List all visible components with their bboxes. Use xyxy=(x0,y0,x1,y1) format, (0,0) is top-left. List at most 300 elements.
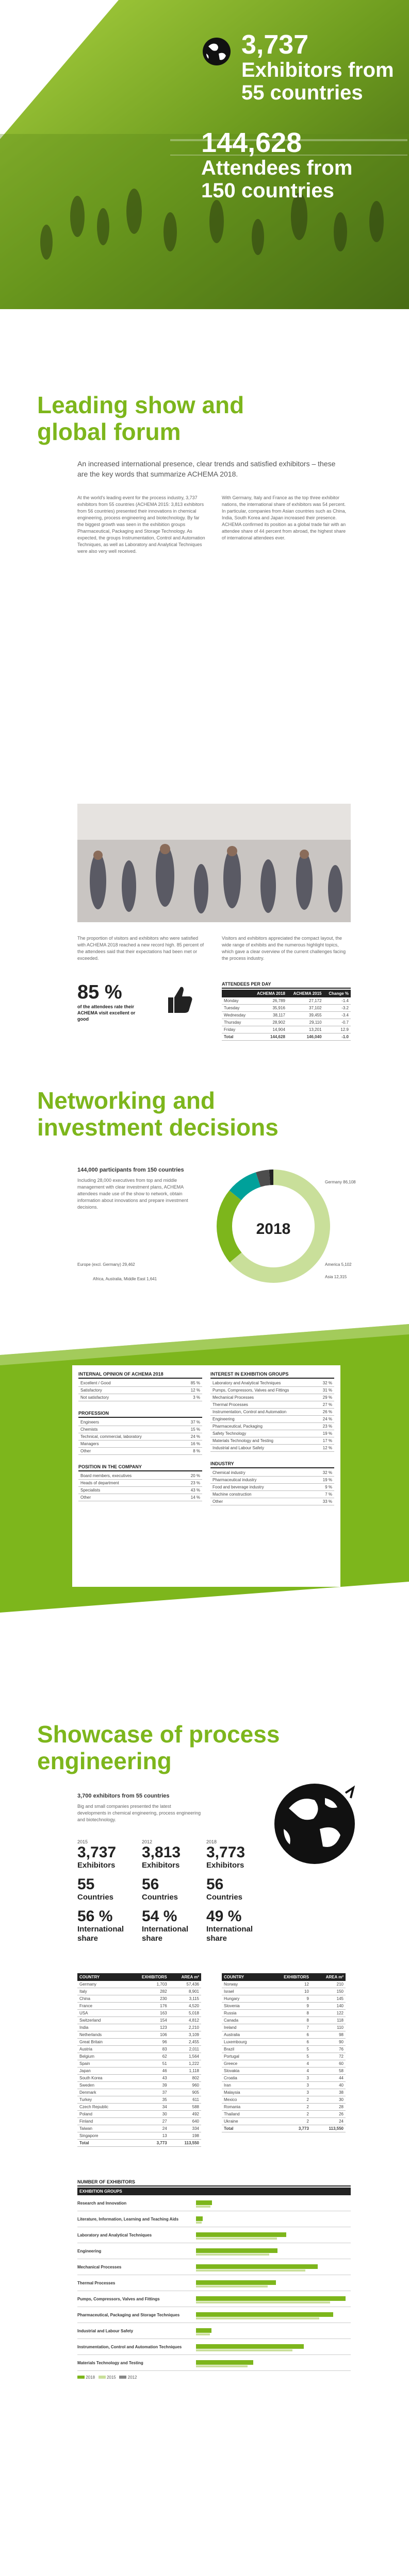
table-cell: 150 xyxy=(311,1988,346,1995)
legend-asia: Asia 12,315 xyxy=(325,1275,347,1279)
table-cell: Austria xyxy=(77,2046,126,2053)
table-cell: 96 xyxy=(126,2039,169,2046)
table-row xyxy=(210,1491,334,1498)
table-cell: 19 % xyxy=(310,1477,334,1484)
showcase-exh: 3,737 xyxy=(77,1844,117,1861)
th: ACHEMA 2015 xyxy=(287,990,324,997)
showcase-year: 2015 xyxy=(77,1839,88,1844)
table-cell: Finland xyxy=(77,2118,126,2125)
legend-other: Africa, Australia, Middle East 1,641 xyxy=(93,1277,157,1281)
leading-col1: At the world's leading event for the process industry, 3,737 exhibitors from 55 countries (ACHEMA 2015: 3,813 exhibitors from 56 countries) presented their innovations in chemical engineering, process engineering and biotechnology. By far the biggest growth was seen in the exhibition groups Pharmaceutical, Packaging and Storage Technology. As expected, the groups Instrumentation, Control and Automation Techniques, as well as Laboratory and Analytical Techniques were also very well received. xyxy=(77,495,205,554)
showcase-subtitle: 3,700 exhibitors from 55 countries xyxy=(77,1793,170,1799)
table-row xyxy=(222,2104,346,2111)
group-bar-2015 xyxy=(196,2301,330,2303)
table-row xyxy=(78,1448,202,1455)
table-cell: Taiwan xyxy=(77,2125,126,2132)
table-cell: 76 xyxy=(311,2046,346,2053)
table-cell: 3,109 xyxy=(169,2031,201,2039)
cell: -0.7 xyxy=(324,1019,351,1026)
table-row xyxy=(77,2046,201,2053)
table-header-row xyxy=(222,1973,346,1981)
networking-title xyxy=(37,1087,279,1141)
table-cell: 37 % xyxy=(181,1419,202,1426)
table-cell: 17 % xyxy=(317,1437,334,1445)
table-cell: 24 xyxy=(126,2125,169,2132)
table-row xyxy=(210,1469,334,1477)
table-cell: 10 xyxy=(265,1988,311,1995)
group-bar-2015 xyxy=(196,2365,248,2367)
table-row xyxy=(222,2067,346,2075)
table-cell: 198 xyxy=(169,2132,201,2140)
table-cell: Instrumentation, Control and Automation xyxy=(210,1409,317,1416)
table-cell: 2 xyxy=(265,2118,311,2125)
group-bar-2015 xyxy=(196,2222,202,2224)
showcase-intl: 56 % xyxy=(77,1908,113,1925)
table-row xyxy=(222,2060,346,2067)
table-cell: India xyxy=(77,2024,126,2031)
showcase-year-0 xyxy=(77,1839,137,1943)
group-bar-2018 xyxy=(196,2344,304,2349)
table-cell: Chemical industry xyxy=(210,1469,310,1477)
table-cell: 32 % xyxy=(317,1380,334,1387)
group-row xyxy=(77,2307,351,2323)
table-cell: 23 % xyxy=(178,1480,202,1487)
table-cell: Israel xyxy=(222,1988,265,1995)
cell: 12.9 xyxy=(324,1026,351,1033)
table-cell: 210 xyxy=(311,1981,346,1988)
table-cell: 123 xyxy=(126,2024,169,2031)
table-row xyxy=(78,1394,202,1401)
panel-title: PROFESSION xyxy=(78,1411,202,1418)
table-cell: Luxembourg xyxy=(222,2039,265,2046)
group-bar-2018 xyxy=(196,2328,211,2333)
table-row xyxy=(77,2104,201,2111)
table-cell: 34 xyxy=(126,2104,169,2111)
column-header: EXHIBITORS xyxy=(265,1973,311,1981)
table-cell: 20 % xyxy=(178,1472,202,1480)
exhibitors-number: 3,737 xyxy=(241,30,309,60)
industry-table xyxy=(210,1469,334,1505)
table-row xyxy=(77,2024,201,2031)
group-row xyxy=(77,2211,351,2227)
table-cell: Pumps, Compressors, Valves and Fittings xyxy=(210,1387,317,1394)
showcase-cty: 55 xyxy=(77,1876,95,1893)
table-row xyxy=(77,2111,201,2118)
table-cell: 4 xyxy=(265,2060,311,2067)
legend-2018: 2018 xyxy=(86,2375,95,2380)
group-bar-2015 xyxy=(196,2333,210,2335)
table-cell: 90 xyxy=(311,2039,346,2046)
table-cell: 37 xyxy=(126,2089,169,2096)
attendees-label: Attendees from xyxy=(201,157,353,179)
table-cell: Total xyxy=(77,2140,126,2147)
profession-table xyxy=(78,1419,202,1455)
showcase-exh_l: Exhibitors xyxy=(77,1861,116,1870)
showcase-year-2 xyxy=(206,1839,266,1943)
column-header: EXHIBITORS xyxy=(126,1973,169,1981)
networking-body: Including 28,000 executives from top and middle management with clear investment plans, ACHEMA attendees made use of the show to network, obtain information about innovations and prepare investment decisions. xyxy=(77,1178,188,1210)
leading-lead: An increased international presence, clear trends and satisfied exhibitors – these are the key words that summarize ACHEMA 2018. xyxy=(77,460,336,478)
donut-center-year: 2018 xyxy=(256,1221,291,1238)
table-cell: Other xyxy=(78,1448,181,1455)
group-bar-2018 xyxy=(196,2296,346,2301)
table-cell: 24 % xyxy=(181,1433,202,1440)
table-row xyxy=(210,1380,334,1387)
exhibitors-label: Exhibitors from xyxy=(241,59,394,81)
table-row xyxy=(222,2024,346,2031)
table-cell: 8 xyxy=(265,2017,311,2024)
panel-title: INTERNAL OPINION OF ACHEMA 2018 xyxy=(78,1371,202,1379)
table-cell: 9 % xyxy=(310,1484,334,1491)
cell: -3.2 xyxy=(324,1005,351,1012)
group-row xyxy=(77,2275,351,2291)
table-cell: 23 % xyxy=(317,1423,334,1430)
table-cell: 46 xyxy=(126,2067,169,2075)
table-row xyxy=(210,1437,334,1445)
showcase-intl_l: International share xyxy=(77,1925,124,1943)
table-cell: Sweden xyxy=(77,2082,126,2089)
group-row xyxy=(77,2355,351,2371)
table-cell: Ukraine xyxy=(222,2118,265,2125)
table-cell: Great Britain xyxy=(77,2039,126,2046)
exhibition-hall-photo xyxy=(0,2545,409,2576)
table-cell: 3,773 xyxy=(126,2140,169,2147)
table-cell: Iran xyxy=(222,2082,265,2089)
attendees-table xyxy=(222,990,351,1041)
table-cell: 2,210 xyxy=(169,2024,201,2031)
group-label: Materials Technology and Testing xyxy=(77,2360,143,2365)
table-total-row xyxy=(222,1033,351,1041)
table-cell: Managers xyxy=(78,1440,181,1448)
table-cell: Germany xyxy=(77,1981,126,1988)
table-cell: 7 xyxy=(265,2024,311,2031)
position-table xyxy=(78,1472,202,1501)
cell: 144,628 xyxy=(251,1033,287,1041)
hero-section xyxy=(0,0,409,309)
table-row xyxy=(222,2039,346,2046)
group-bar-2018 xyxy=(196,2280,276,2285)
table-cell: Mechanical Processes xyxy=(210,1394,317,1401)
table-cell: Japan xyxy=(77,2067,126,2075)
table-cell: 58 xyxy=(311,2067,346,2075)
table-cell: Canada xyxy=(222,2017,265,2024)
showcase-title xyxy=(37,1721,280,1774)
table-row xyxy=(210,1387,334,1394)
networking-title-line1: Networking and xyxy=(37,1087,216,1114)
table-cell: Other xyxy=(78,1494,178,1501)
table-cell: Pharmaceutical, Packaging xyxy=(210,1423,317,1430)
showcase-intl_l: International share xyxy=(206,1925,253,1943)
column-header: AREA m² xyxy=(311,1973,346,1981)
cell: Total xyxy=(222,1033,251,1041)
table-cell: 122 xyxy=(311,2010,346,2017)
table-cell: Technical, commercial, laboratory xyxy=(78,1433,181,1440)
table-cell: Czech Republic xyxy=(77,2104,126,2111)
table-cell: 12 % xyxy=(167,1387,202,1394)
satisfaction-pct-label: of the attendees rate their ACHEMA visit excellent or good xyxy=(77,1004,136,1022)
showcase-exh_l: Exhibitors xyxy=(142,1861,180,1870)
satisfaction-body1: The proportion of visitors and exhibitors who were satisfied with ACHEMA 2018 reached a new record high. 85 percent of the attendees said that their expectations had been met or exceeded. xyxy=(77,936,204,961)
group-label: Laboratory and Analytical Techniques xyxy=(77,2232,152,2238)
groups-legend xyxy=(77,2375,351,2380)
table-cell: 2 xyxy=(265,2111,311,2118)
table-row xyxy=(222,2089,346,2096)
group-bar-2015 xyxy=(196,2253,269,2256)
table-cell: 9 xyxy=(265,2003,311,2010)
globe-icon xyxy=(201,36,232,67)
groups-rows xyxy=(77,2195,351,2371)
group-bar-2018 xyxy=(196,2200,212,2205)
table-cell: 802 xyxy=(169,2075,201,2082)
table-row xyxy=(77,2003,201,2010)
table-cell: 51 xyxy=(126,2060,169,2067)
showcase-intl_l: International share xyxy=(142,1925,189,1943)
table-cell: Materials Technology and Testing xyxy=(210,1437,317,1445)
table-cell: 611 xyxy=(169,2096,201,2104)
group-bar-2018 xyxy=(196,2360,253,2365)
table-cell: 31 % xyxy=(317,1387,334,1394)
table-row xyxy=(78,1440,202,1448)
table-row xyxy=(210,1484,334,1491)
table-row xyxy=(210,1498,334,1505)
cell: 13,201 xyxy=(287,1026,324,1033)
table-row xyxy=(210,1423,334,1430)
legend-swatch-2012 xyxy=(119,2376,126,2379)
visitor-profile-panel xyxy=(72,1365,340,1587)
cell: Thursday xyxy=(222,1019,251,1026)
group-bar-2015 xyxy=(196,2206,210,2208)
table-cell: Specialists xyxy=(78,1487,178,1494)
cell: 38,117 xyxy=(251,1012,287,1019)
table-row xyxy=(78,1426,202,1433)
table-cell: 72 xyxy=(311,2053,346,2060)
column-header: COUNTRY xyxy=(77,1973,126,1981)
table-cell: 43 xyxy=(126,2075,169,2082)
cell: -3.4 xyxy=(324,1012,351,1019)
table-cell: 2,455 xyxy=(169,2039,201,2046)
group-bar-2018 xyxy=(196,2216,203,2221)
table-cell: 3 xyxy=(265,2075,311,2082)
group-bar-2015 xyxy=(196,2238,277,2240)
table-cell: 35 xyxy=(126,2096,169,2104)
table-cell: 1,222 xyxy=(169,2060,201,2067)
table-cell: 106 xyxy=(126,2031,169,2039)
table-cell: Not satisfactory xyxy=(78,1394,167,1401)
leading-col2: With Germany, Italy and France as the top three exhibitor nations, the international share of exhibitors was 54 percent. In particular, companies from Asian countries such as China, India, South Korea and Japan increased their presence. ACHEMA confirmed its position as a global trade fair with an attendee share of 44 percent from abroad, the highest share of international attendees ever. xyxy=(222,495,347,540)
cell: 37,102 xyxy=(287,1005,324,1012)
profile-right-column xyxy=(210,1371,334,1505)
legend-swatch-2018 xyxy=(77,2376,85,2379)
table-cell: 3 % xyxy=(167,1394,202,1401)
groups-col-header: EXHIBITION GROUPS xyxy=(77,2188,351,2195)
table-cell: Safety Technology xyxy=(210,1430,317,1437)
table-cell: Excellent / Good xyxy=(78,1380,167,1387)
table-cell: 4,520 xyxy=(169,2003,201,2010)
satisfaction-body2: Visitors and exhibitors appreciated the compact layout, the wide range of exhibits and the numerous highlight topics, which gave a clear overview of the current challenges facing the process industry. xyxy=(222,936,346,961)
table-cell: Poland xyxy=(77,2111,126,2118)
table-cell: 16 % xyxy=(181,1440,202,1448)
table-cell: Portugal xyxy=(222,2053,265,2060)
table-cell: 905 xyxy=(169,2089,201,2096)
table-row xyxy=(78,1472,202,1480)
table-row xyxy=(77,2082,201,2089)
cell: Friday xyxy=(222,1026,251,1033)
attendee-origin-donut xyxy=(196,1149,371,1303)
table-cell: 14 % xyxy=(178,1494,202,1501)
table-row xyxy=(78,1480,202,1487)
table-cell: 3 xyxy=(265,2082,311,2089)
legend-swatch-2015 xyxy=(99,2376,106,2379)
country-table-left-wrap xyxy=(77,1973,201,2147)
cell: Tuesday xyxy=(222,1005,251,1012)
table-row xyxy=(78,1380,202,1387)
table-cell: China xyxy=(77,1995,126,2003)
table-cell: Brazil xyxy=(222,2046,265,2053)
table-cell: 960 xyxy=(169,2082,201,2089)
table-cell: Denmark xyxy=(77,2089,126,2096)
group-bar-2015 xyxy=(196,2349,292,2351)
table-cell: South Korea xyxy=(77,2075,126,2082)
table-row xyxy=(222,1012,351,1019)
group-bar-2018 xyxy=(196,2312,333,2317)
group-bar-track xyxy=(196,2195,351,2211)
group-row xyxy=(77,2243,351,2259)
group-row xyxy=(77,2259,351,2275)
cell: -1.0 xyxy=(324,1033,351,1041)
groups-title: NUMBER OF EXHIBITORS xyxy=(77,2179,351,2187)
table-cell: 145 xyxy=(311,1995,346,2003)
leading-title xyxy=(37,392,244,445)
group-bar-track xyxy=(196,2227,351,2243)
th xyxy=(222,990,251,997)
table-cell: Laboratory and Analytical Techniques xyxy=(210,1380,317,1387)
networking-title-line2: investment decisions xyxy=(37,1114,279,1141)
table-row xyxy=(222,2111,346,2118)
table-row xyxy=(210,1401,334,1409)
group-bar-2018 xyxy=(196,2264,318,2269)
table-cell: 230 xyxy=(126,1995,169,2003)
table-cell: 163 xyxy=(126,2010,169,2017)
table-cell: 44 xyxy=(311,2075,346,2082)
table-row xyxy=(78,1419,202,1426)
group-label: Mechanical Processes xyxy=(77,2264,122,2269)
table-cell: USA xyxy=(77,2010,126,2017)
table-row xyxy=(77,2010,201,2017)
table-cell: 15 % xyxy=(181,1426,202,1433)
group-label: Research and Innovation xyxy=(77,2200,127,2206)
group-bar-2015 xyxy=(196,2285,268,2287)
hero-stats xyxy=(241,31,394,117)
table-cell: Machine construction xyxy=(210,1491,310,1498)
group-label: Engineering xyxy=(77,2248,102,2253)
table-row xyxy=(222,1026,351,1033)
satisfaction-stat xyxy=(77,981,144,1022)
table-cell: 7 % xyxy=(310,1491,334,1498)
leading-title-line2: global forum xyxy=(37,418,181,445)
table-cell: 588 xyxy=(169,2104,201,2111)
table-cell: 33 % xyxy=(310,1498,334,1505)
panel-title: POSITION IN THE COMPANY xyxy=(78,1464,202,1471)
table-cell: 6 xyxy=(265,2031,311,2039)
donut-slice-europe-excl-germany- xyxy=(217,1191,241,1263)
table-row xyxy=(222,2031,346,2039)
table-cell: Industrial and Labour Safety xyxy=(210,1445,317,1452)
table-cell: Heads of department xyxy=(78,1480,178,1487)
group-bar-track xyxy=(196,2243,351,2259)
column-header: COUNTRY xyxy=(222,1973,265,1981)
table-cell: 27 % xyxy=(317,1401,334,1409)
table-row xyxy=(77,2067,201,2075)
attendees-number: 144,628 xyxy=(201,127,302,158)
table-row xyxy=(77,2053,201,2060)
table-row xyxy=(210,1445,334,1452)
group-bar-2018 xyxy=(196,2232,286,2237)
table-row xyxy=(78,1387,202,1394)
group-label: Literature, Information, Learning and Teaching Aids xyxy=(77,2216,179,2222)
table-cell: 1,118 xyxy=(169,2067,201,2075)
table-cell: 57,436 xyxy=(169,1981,201,1988)
table-cell: 8 xyxy=(265,2010,311,2017)
visitors-photo xyxy=(77,804,351,922)
table-cell: 60 xyxy=(311,2060,346,2067)
table-cell: 2,011 xyxy=(169,2046,201,2053)
cell: 35,916 xyxy=(251,1005,287,1012)
thumbs-up-icon xyxy=(165,984,194,1015)
table-cell: 640 xyxy=(169,2118,201,2125)
table-row xyxy=(78,1433,202,1440)
showcase-title-line1: Showcase of process xyxy=(37,1721,280,1748)
table-cell: 39 xyxy=(126,2082,169,2089)
table-cell: 113,550 xyxy=(311,2125,346,2132)
showcase-year: 2012 xyxy=(142,1839,153,1844)
table-cell: Australia xyxy=(222,2031,265,2039)
profile-left-column xyxy=(78,1371,202,1501)
showcase-year: 2018 xyxy=(206,1839,217,1844)
table-row xyxy=(77,2132,201,2140)
satisfaction-pct: 85 % xyxy=(77,981,122,1003)
table-cell: Hungary xyxy=(222,1995,265,2003)
table-cell: 98 xyxy=(311,2031,346,2039)
table-cell: 113,550 xyxy=(169,2140,201,2147)
table-cell: Board members, executives xyxy=(78,1472,178,1480)
table-row xyxy=(222,2003,346,2010)
table-row xyxy=(77,1988,201,1995)
table-cell: Belgium xyxy=(77,2053,126,2060)
cell: -1.4 xyxy=(324,997,351,1005)
table-cell: 154 xyxy=(126,2017,169,2024)
table-cell: Engineering xyxy=(210,1416,317,1423)
table-cell: 62 xyxy=(126,2053,169,2060)
table-row xyxy=(77,2089,201,2096)
table-cell: 8,901 xyxy=(169,1988,201,1995)
group-row xyxy=(77,2339,351,2355)
table-cell: Singapore xyxy=(77,2132,126,2140)
table-row xyxy=(222,997,351,1005)
showcase-years xyxy=(77,1839,284,1958)
table-cell: 6 xyxy=(265,2039,311,2046)
showcase-year-1 xyxy=(142,1839,201,1943)
table-row xyxy=(78,1494,202,1501)
legend-germany: Germany 86,108 xyxy=(325,1180,356,1184)
table-row xyxy=(77,1981,201,1988)
table-cell: 30 xyxy=(311,2096,346,2104)
table-row xyxy=(222,2082,346,2089)
table-cell: 9 xyxy=(265,1995,311,2003)
group-row xyxy=(77,2195,351,2211)
table-row xyxy=(78,1487,202,1494)
table-cell: Italy xyxy=(77,1988,126,1995)
cell: 28,902 xyxy=(251,1019,287,1026)
